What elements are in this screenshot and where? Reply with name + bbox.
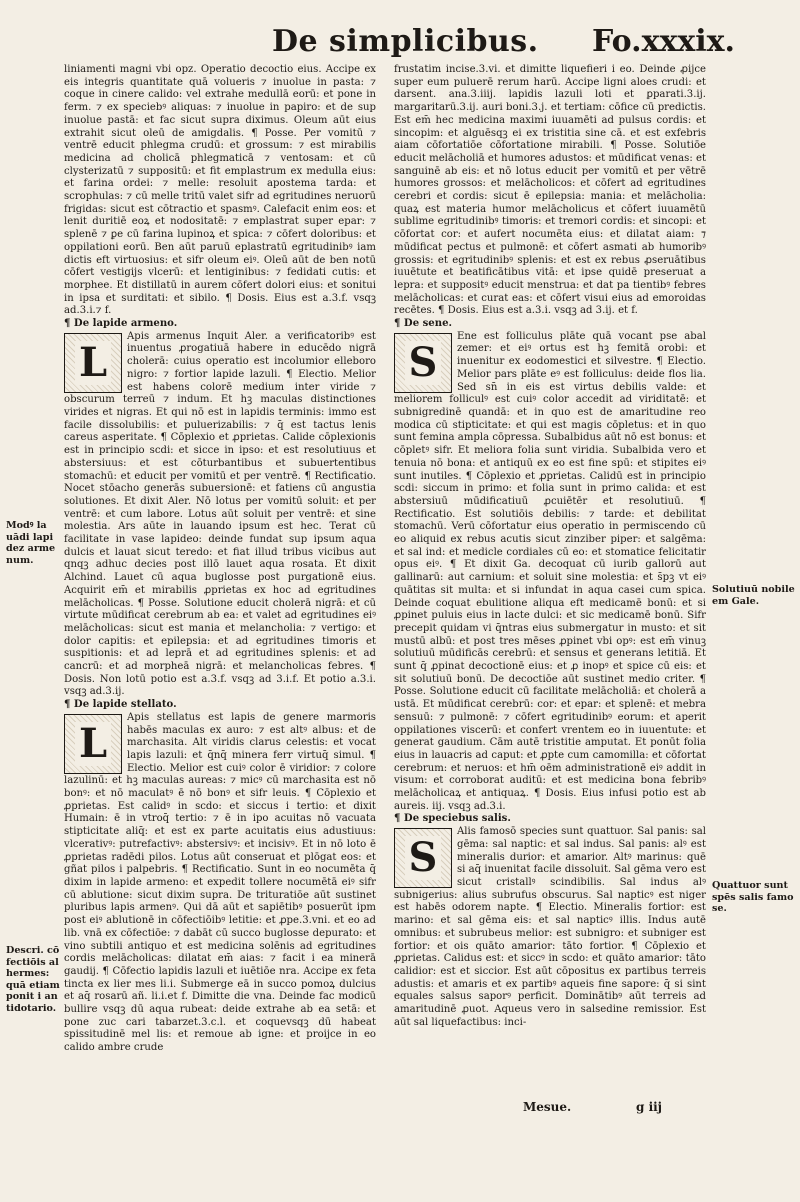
right-paragraph-1: frustatim incise.3.vi. et dimitte liquefieri i eo. Deinde ꝓijce super eum puluerē rerum harū. Accipe ligni aloes crudi: et darsent. ana.3.iiij. lapidis lazuli loti et ꝑparati.3.ij. margaritarū.3.ij. auri boni.3.j. et tertiam: cōfice cū predictis. Est em̄ hec medicina maximi iuuamēti ad pulsus cordis: et sincopim: et alguēsqꝫ ei ex tristitia sine cā. et est exfebris aiam cōfortatiōe cōfortatione mirabili. ¶ Posse. Solutiōe educit melācholiā et humores adustos: et mūdificat venas: et sanguinē ab eis: et nō lotus educit per vomitū et per vētrē humores grossos: et melācholicos: et cōfert ad egritudines cerebri et cordis: sicut ē epilepsia: mania: et melācholia: quaꝝ est materia humor melācholicus et cōfert iuuamētū sublime egritudinibꝰ timoris: et tremori cordis: et sincopi: et cōfortat cor: et aufert nocumēta eius: et dilatat aiam: ⁊ mūdificat pectus et pulmonē: et cōfert asmati ab humoribꝰ grossis: et egritudinibꝰ splenis: et est ex rebus ꝓseruātibus iuuētute et beatificātibus vitā: et ipse quidē preseruat a lepra: et suppositꝰ educit menstrua: et dat pa tientibꝰ febres melācholicas: et curat eas: et cōfert visui eius ad emoroidas recētes. ¶ Dosis. Eius est a.3.i. vsqꝫ ad 3.ij. et f. [394, 64, 706, 317]
left-paragraph-2: Apis armenus Inquit Aler. a verificatoribꝰ est inuentus ꝓrogatiuā habere in educēdo nigrā cholerā: cuius operatio est incolumior elleboro nigro: ⁊ fortior lapide lazuli. ¶ Electio. Melior est habens colorē medium inter viride ⁊ obscurum terreū ⁊ indum. Et hꝫ maculas distinctiones virides et nigras. Et qui nō est in lapidis terminis: immo est facile dissolubilis: et puluerizabilis: ⁊ q̄ est tactus lenis careus asperitate. ¶ Cōplexio et ꝓprietas. Calide cōplexionis est in principio scdi: et sicce in ipso: et est resolutiuus et abstersiuus: et est cōturbantibus et subuertentibus stomachū: et educit per vomitū et per ventrē. ¶ Rectificatio. Nocet stōacho generās subuersionē: et fatiens cū angustia solutiones. Et dixit Aler. Nō lotus per vomitū soluit: et per ventrē: et cum labore. Lotus aūt soluit per ventrē: et sine molestia. Ars aūte in lauando ipsum est hec. Terat cū facilitate in vase lapideo: deinde fundat sup ipsum aqua dulcis et lauat sicut teredo: et fiat illud tribus vicibus aut qnqꝫ adhuc decies post illō lauet aqua rosata. Et dixit Alchind. Lauet cū aqua buglosse post purgationē eius. Acquirit em̄ et mirabilis ꝓprietas ex hoc ad egritudines melācholicas. ¶ Posse. Solutione educit cholerā nigrā: et cū virtute mūdificat cerebrum ab ea: et valet ad egritudines eiꝰ melācholicas: sicut est mania et melancholia: ⁊ vertigo: et dolor capitis: et epilepsia: et ad egritudines timoris et suspitionis: et ad leprā et ad egritudines splenis: et ad cancrū: et ad morpheā nigrā: et melancholicas febres. ¶ Dosis. Non lotū potio est a.3.f. vsqꝫ ad 3.i.f. Et potio a.3.i. vsqꝫ ad.3.ij. [64, 330, 376, 698]
decorated-initial-s: S [394, 333, 452, 393]
section-heading-lapis-stellatus: ¶ De lapide stellato. [64, 699, 177, 711]
right-paragraph-3: Alis famosō species sunt quattuor. Sal panis: sal gēma: sal naptic: et sal indus. Sal panis: alꝰ est mineralis durior: et amarior. Altꝰ marinus: quē si aq̄ inuenitat facile dissoluit. Sal gēma vero est sicut cristallꝰ scindibilis. Sal indus alꝰ subnigerius: alius subrufus obscurus. Sal napticꝰ est niger est habēs odorem napte. ¶ Electio. Mineralis fortior: est marino: et sal gēma eis: et sal napticꝰ illis. Indus autē omnibus: et subrubeus melior: est subnigro: et subniger est fortior: et ois quāto amarior: tāto fortior. ¶ Cōplexio et ꝓprietas. Calidus est: et siccꝰ in scdo: et quāto amarior: tāto calidior: est et siccior. Est aūt cōpositus ex partibus terreis adustis: et amaris et ex partibꝰ aqueis fine sapore: q̄ si sint equales salsus saporꝰ perficit. Dominātibꝰ aūt terreis ad amaritudinē ꝓuot. Aqueus vero in salsedine remissior. Est aūt sal liquefactibus: inci- [394, 826, 706, 1028]
leaf-signature: g iij [636, 1100, 663, 1114]
margin-note-salt-species: Quattuor sunt spēs salis famo se. [712, 880, 794, 915]
decorated-initial-s-2: S [394, 828, 452, 888]
section-heading-salis: ¶ De speciebus salis. [394, 813, 511, 825]
right-paragraph-2: Ene est folliculus plāte quā vocant pse abal zemer: et eiꝰ ortus est hꝫ femitā orobi: et inuenitur ex eodomestici et silvestre. ¶ Electio. Melior pars plāte eꝰ est folliculus: deide flos lia. Sed sn̄ in eis est virtus debilis valde: et meliorem folliculꝰ est cuiꝰ color accedit ad viriditatē: et subnigredinē quandā: et in quo est de amaritudine reo modica cū stipticitate: et qui est magis cōpletus: et in quo sunt femina ampla cōpressa. Subalbidus aūt nō est bonus: et cōpletꝰ sifr. Et meliora folia sunt viridia. Subalbida vero et tenuia nō bona: et antiquū ex eo est fine spū: et stipites eiꝰ sunt inutiles. ¶ Cōplexio et ꝓprietas. Calidū est in principio scdi: siccum in primo: et folia sunt in primo calida: et est abstersiuū mūdificatiuū ꝓcuiētēr et resolutiuū. ¶ Rectificatio. Est solutiōis debilis: ⁊ tarde: et debilitat stomachū. Verū cōfortatur eius operatio in permiscendo cū eo aliquid ex rebus acutis sicut zinziber piper: et salgēma: et sal ind: et medicle cordiales cū eo: et stomatice felicitatir opus eiꝰ. ¶ Et dixit Ga. decoquat cū iurib gallorū aut gallinarū: aut carnium: et soluit sine molestia: et s̄pꝫ vt eiꝰ quātitas sit multa: et si infundat in aqua casei cum spica. Deinde coquat ebulitione aliqua eft medicamē bonū: et si ꝓpinet puluis eius in lacte dulci: et sic medicamē bonū. Sifr precepit quidam vi q̄ntras eius submergatur in musto: et sit mustū albū: et post tres mēses ꝓpinet vbi opꝰ: est em̄ vinuꝫ solutiuū mūdificās cerebrū: et sensus et generans letitiā. Et sunt q̄ ꝓpinat decoctionē eius: et ꝓ inopꝰ et spice cū eis: et sit solutiuū bonū. De decoctiōe aūt sustinet medio criter. ¶ Posse. Solutione educit cū facilitate melācholiā: et cholerā a ustā. Et mūdificat cerebrū: cor: et epar: et splenē: et mebra sensuū: ⁊ pulmonē: ⁊ cōfert egritudinibꝰ eorum: et aperit oppilationes viscerū: et confert vrentem eo in iuuentute: et generat gaudium. Cām autē tristitie amputat. Et ponūt folia eius in lauacris ad caput: et ꝓpte cum camomilla: et cōfortat cerebrum: et neruos: et hm̄ oēm administrationē eiꝰ addit in visum: et corroborat auditū: et est medicina bona febribꝰ melācholicaꝝ et antiquaꝝ. ¶ Dosis. Eius infusi potio est ab aureis. iij. vsqꝫ ad.3.i. [394, 330, 706, 812]
right-column [394, 64, 706, 1139]
folio-number: Fo.xxxix. [592, 24, 735, 59]
margin-note-washing: Modꝰ la uādi lapi dez arme num. [6, 520, 56, 566]
section-heading-sene: ¶ De sene. [394, 318, 453, 330]
left-paragraph-3: Apis stellatus est lapis de genere marmoris habēs maculas ex auro: ⁊ est altꝰ albus: et de marchasita. Alt viridis clarus celestis: et vocat lapis lazuli: et q̄nq̄ minera ferr virtuq̄ simul. ¶ Electio. Melior est cuiꝰ color ē viridior: ⁊ colore lazulinū: et hꝫ maculas aureas: ⁊ micꝰ cū marchasita est nō bonꝰ: et nō maculatꝰ ē nō bonꝰ et sifr leuis. ¶ Cōplexio et ꝓprietas. Est calidꝰ in scdo: et siccus i tertio: et dixit Humain: ē in vtroq̄ tertio: ⁊ ē in ipo acuitas nō vacuata stipticitate aliq̄: et est ex parte acuitatis eius adustiuus: vlcerativꝰ: putrefactivꝰ: abstersivꝰ: et incisivꝰ. Et in nō loto ē ꝓprietas radēdi pilos. Lotus aūt conseruat et plōgat eos: et gñat pilos i palpebris. ¶ Rectificatio. Sunt in eo nocumēta q̄ dixim in lapide armeno: et expedit tollere nocumētā eiꝰ sifr cū ablutione: sicut dixim supra. De trituratiōe aūt sustinet pluribus lapis armenꝰ. Qui dā aūt et sapiētibꝰ posuerūt ipm post eiꝰ ablutionē in cōfectiōibꝰ letitie: et ꝓpe.3.vni. et eo ad lib. vnā ex cōfectiōe: ⁊ dabāt cū succo buglosse depurato: et vino subtili antiquo et est medicina solēnis ad egritudines cordis melācholicas: dilatat em̄ aias: ⁊ facit i ea minerā gaudij. ¶ Cōfectio lapidis lazuli et iuētiōe nra. Accipe ex feta tincta ex lier mes li.i. Submerge eā in succo pomoꝝ dulcius et aq̄ rosarū añ. li.i.et f. Dimitte die vna. Deinde fac modicū bullire vsqꝫ dū aqua rubeat: deide extrahe ab ea setā: et pone zuc cari tabarzet.3.c.l. et coquevsqꝫ dū habeat spissitudinē mel lis: et remoue ab igne: et proijce in eo calido ambre crude [64, 711, 376, 1054]
section-heading-lapis-armenus: ¶ De lapide armeno. [64, 318, 178, 330]
left-column [64, 64, 376, 1104]
margin-note-solutive: Solutiuū nobile em Gale. [712, 584, 795, 607]
margin-note-confection: Descri. cō fectiōis al hermes: quā etiam ponit i an tidotario. [6, 945, 60, 1014]
decorated-initial-l-2: L [64, 714, 122, 774]
decorated-initial-l: L [64, 333, 122, 393]
left-paragraph-1: liniamenti magni vbi opz. Operatio decoctio eius. Accipe ex eis integris quantitate quā volueris ⁊ inuolue in pasta: ⁊ coque in cinere calido: vel extrahe medullā eorū: et pone in ferm. ⁊ ex speciebꝰ aliquas: ⁊ inuolue in papiro: et de sup inuolue pastā: et fac sicut supra diximus. Oleum aūt eius extrahit sicut oleū de amigdalis. ¶ Posse. Per vomitū ⁊ ventrē educit phlegma crudū: et grossum: ⁊ est mirabilis medicina ad cholicā phlegmaticā ⁊ ventosam: et cū clysterizatū ⁊ suppositū: et fit emplastrum ex medulla eius: et farina ordei: ⁊ melle: resoluit apostema tarda: et scrophulas: ⁊ cū melle tritū valet sifr ad egritudines neruorū frigidas: sicut est cōtractio et spasmꝰ. Calefacit enim eos: et lenit duritiē eoꝝ et nodositatē: ⁊ emplastrat super epar: ⁊ splenē ⁊ ꝑe cū farina lupinoꝝ et spica: ⁊ cōfert doloribus: et oppilationi eorū. Ben aūt paruū eplastratū egritudinibꝰ iam dictis eft virtuosius: et sifr oleum eiꝰ. Oleū aūt de ben notū cōfert vestigijs vlcerū: et lentiginibus: ⁊ fedidati cutis: et morphee. Et distillatū in aurem cōfert dolori eius: et sonitui in ipsa et surditati: et sibilo. ¶ Dosis. Eius est a.3.f. vsqꝫ ad.3.i.⁊ f. [64, 64, 376, 317]
running-title: De simplicibus. [272, 24, 539, 59]
catchword-signature: Mesue. [523, 1100, 572, 1114]
